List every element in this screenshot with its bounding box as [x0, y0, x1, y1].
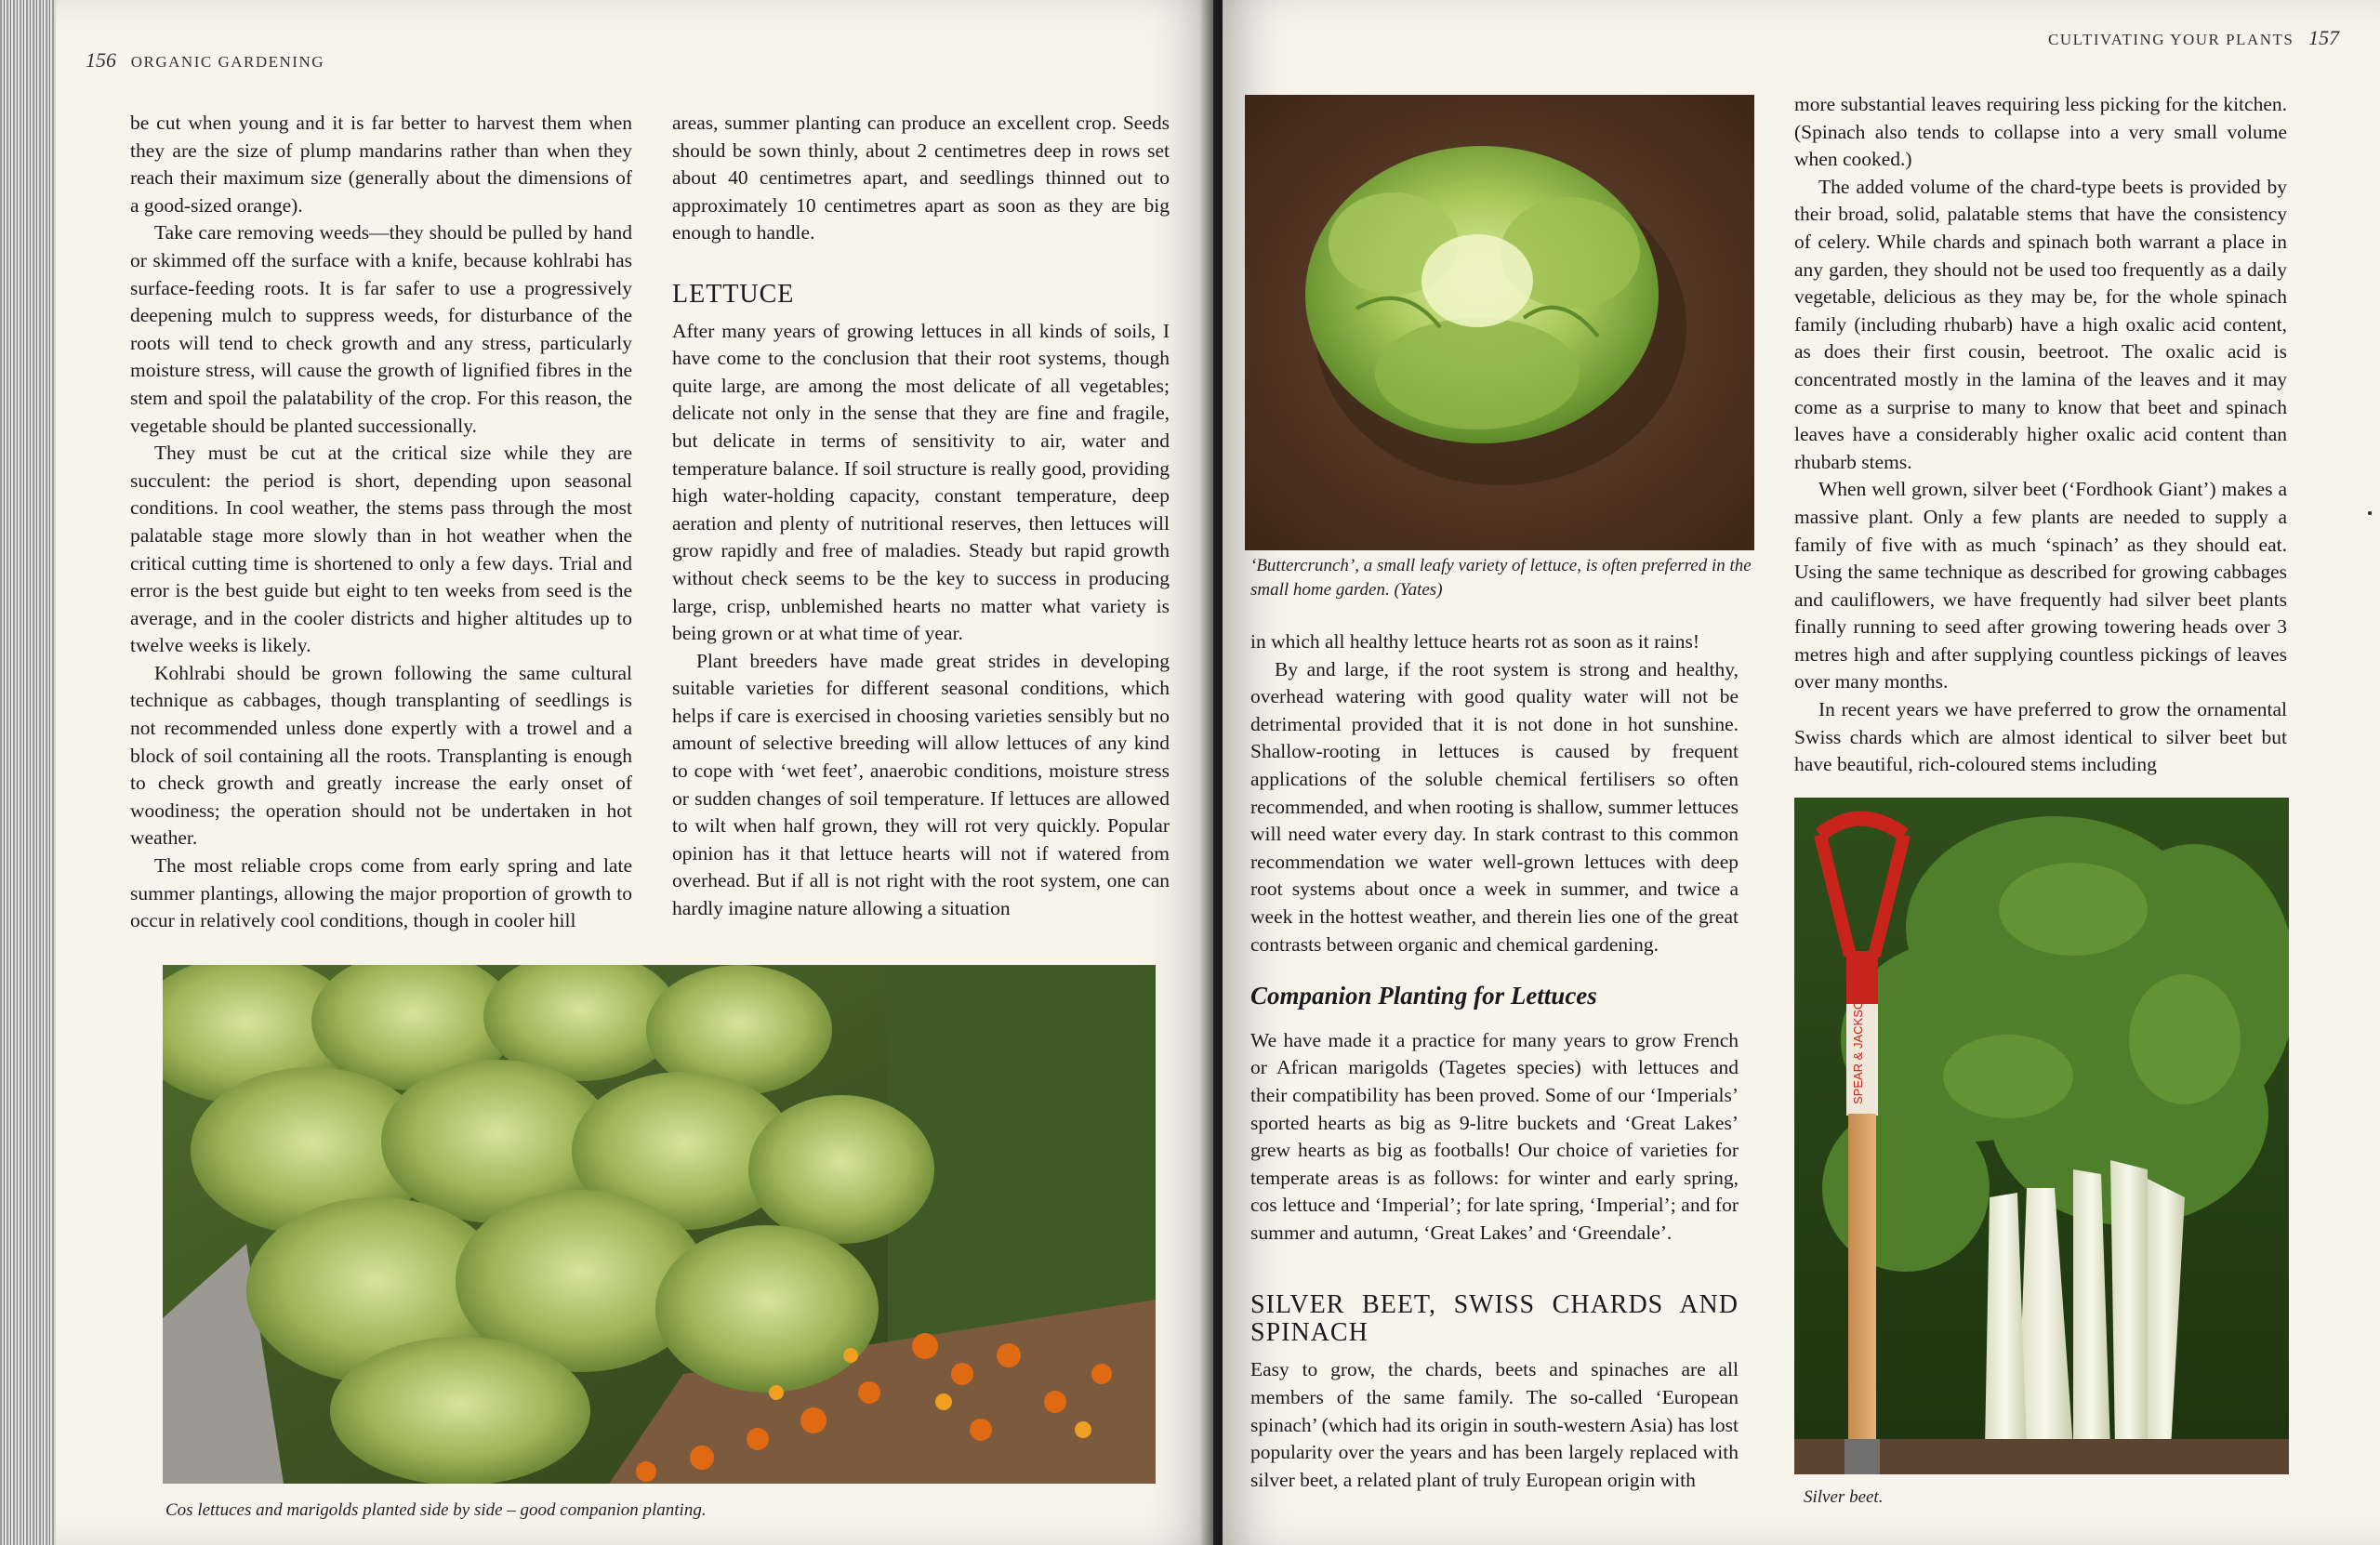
caption-buttercrunch: ‘Buttercrunch’, a small leafy variety of lettuce, is often preferred in the small home garden. (Yates): [1250, 556, 1752, 600]
right-running-title: CULTIVATING YOUR PLANTS: [2048, 31, 2294, 48]
left-column-1: [130, 110, 632, 935]
right-running-head: [2048, 26, 2348, 50]
paragraph: Kohlrabi should be grown following the same cultural technique as cabbages, though transplanting of seedlings is not recommended unless done expertly with a trowel and a block of soil containing all the roots. Transplanting is enough to check growth and greatly increase the early onset of woodiness; the operation should not be undertaken in hot weather.: [130, 661, 632, 850]
paragraph: In recent years we have preferred to grow the ornamental Swiss chards which are almost identical to silver beet but have beautiful, rich-coloured stems including: [1794, 698, 2287, 776]
paragraph: By and large, if the root system is strong and healthy, overhead watering with good quality water will not be detrimental provided that it is not done in hot sunshine. Shallow-rooting in lettuces is caused by frequent applications of the soluble chemical fertilisers so often recommended, and when rooting is shallow, summer lettuces will need water every day. In stark contrast to this common recommendation we water well-grown lettuces with deep root systems about once a week in summer, and twice a week in the hottest weather, and therein lies one of the great contrasts between organic and chemical gardening.: [1250, 657, 1739, 956]
paragraph: Plant breeders have made great strides in developing suitable varieties for different seasonal conditions, which helps if care is exercised in choosing varieties sensibly but no amount of selective breeding will allow lettuces of any kind to cope with ‘wet feet’, anaerobic conditions, moisture stress or sudden changes of soil temperature. If lettuces are allowed to wilt when half grown, they will rot very quickly. Popular opinion has it that lettuce hearts will not if watered from overhead. But if all is not right with the root system, one can hardly imagine nature allowing a situation: [672, 649, 1170, 920]
page-edges: [0, 0, 56, 1545]
heading-companion: [1250, 983, 1739, 1010]
paragraph: areas, summer planting can produce an excellent crop. Seeds should be sown thinly, about 2 centimetres deep in rows set about 40 centimetres apart, and seedlings thinned out to approximately 10 centimetres apart as soon as they are big enough to handle.: [672, 112, 1170, 244]
left-running-head: [76, 48, 324, 73]
heading-lettuce: LETTUCE: [672, 279, 795, 309]
right-page-number: 157: [2308, 26, 2340, 49]
left-page-number: 156: [86, 48, 116, 72]
right-page: [1223, 0, 2380, 1545]
paragraph: We have made it a practice for many years to grow French or African marigolds (Tagetes species) with lettuces and their compatibility has been proved. Some of our ‘Imperials’ sported hearts as big as 9-litre buckets and ‘Great Lakes’ grew hearts as big as footballs! Our choice of varieties for temperate areas is as follows: for winter and early spring, cos lettuce and ‘Imperial’; for late spring, ‘Imperial’; and for summer and autumn, ‘Great Lakes’ and ‘Greendale’.: [1250, 1028, 1739, 1244]
paragraph: After many years of growing lettuces in all kinds of soils, I have come to the conclusion that their root systems, though quite large, are among the most delicate of all vegetables; delicate not only in the sense that they are fine and fragile, but delicate in terms of sensitivity to air, water and temperature balance. If soil structure is really good, providing high water-holding capacity, constant temperature, deep aeration and plenty of nutritional reserves, then lettuces will grow rapidly and free of maladies. Steady but rapid growth without check seems to be the key to success in producing large, crisp, unblemished hearts no matter what variety is being grown or at what time of year.: [672, 319, 1170, 645]
silver-beet-photo: [1794, 798, 2289, 1474]
heading-companion-text: Companion Planting for Lettuces: [1250, 982, 1597, 1010]
right-column-2: [1794, 91, 2287, 779]
paragraph: in which all healthy lettuce hearts rot as soon as it rains!: [1250, 630, 1700, 653]
left-running-title: ORGANIC GARDENING: [130, 53, 324, 71]
caption-silver-beet: Silver beet.: [1804, 1487, 1884, 1507]
heading-silver-beet: SILVER BEET, SWISS CHARDS AND SPINACH: [1250, 1290, 1739, 1348]
spade-label: SPEAR & JACKSON: [1851, 991, 1865, 1104]
paragraph: They must be cut at the critical size while they are succulent: the period is short, depending upon seasonal conditions. In cool weather, the stems pass through the most palatable stage more slowly than in hot weather when the critical cutting time is shortened to only a few days. Trial and error is the best guide but eight to ten weeks from seed is the average, and in the cooler districts and higher altitudes up to twelve weeks is likely.: [130, 442, 632, 657]
paragraph: When well grown, silver beet (‘Fordhook Giant’) makes a massive plant. Only a few plants are needed to supply a family of five with as much ‘spinach’ as they should eat. Using the same technique as described for growing cabbages and cauliflowers, we have frequently had silver beet plants finally running to seed after growing towering heads over 3 metres high and after supplying countless pickings of leaves over many months.: [1794, 478, 2287, 693]
paragraph: The most reliable crops come from early spring and late summer plantings, allowing the major proportion of growth to occur in relatively cool conditions, though in cooler hill: [130, 854, 632, 932]
paragraph: Take care removing weeds—they should be pulled by hand or skimmed off the surface with a knife, because kohlrabi has surface-feeding roots. It is far safer to use a progressively deepening mulch to suppress weeds, for disturbance of the roots will tend to check growth and any stress, particularly moisture stress, will cause the growth of lignified fibres in the stem and spoil the palatability of the crop. For this reason, the vegetable should be planted successionally.: [130, 221, 632, 437]
paragraph: Easy to grow, the chards, beets and spinaches are all members of the same family. The so-called ‘European spinach’ (which had its origin in south-western Asia) has lost popularity over the years and has been largely replaced with silver beet, a related plant of truly European origin with: [1250, 1358, 1739, 1491]
left-column-2: [672, 110, 1170, 923]
right-column-1: [1250, 628, 1739, 1494]
caption-cos-lettuce: Cos lettuces and marigolds planted side by side – good companion planting.: [165, 1500, 707, 1520]
buttercrunch-lettuce-photo: [1245, 95, 1754, 550]
paragraph: more substantial leaves requiring less picking for the kitchen. (Spinach also tends to collapse into a very small volume when cooked.): [1794, 93, 2287, 171]
speck: [2368, 511, 2372, 515]
paragraph: be cut when young and it is far better to harvest them when they are the size of plump mandarins rather than when they reach their maximum size (generally about the dimensions of a good-sized orange).: [130, 112, 632, 217]
cos-lettuce-photo: [163, 965, 1156, 1484]
paragraph: The added volume of the chard-type beets is provided by their broad, solid, palatable stems that have the consistency of celery. While chards and spinach both warrant a place in any garden, they should not be used too frequently as a daily vegetable, delicious as they may be, for the whole spinach family (including rhubarb) have a high oxalic acid content, as does their first cousin, beetroot. The oxalic acid is concentrated mostly in the lamina of the leaves and it may come as a surprise to many to know that beet and spinach leaves have a considerably higher oxalic acid content than rhubarb stems.: [1794, 175, 2287, 473]
